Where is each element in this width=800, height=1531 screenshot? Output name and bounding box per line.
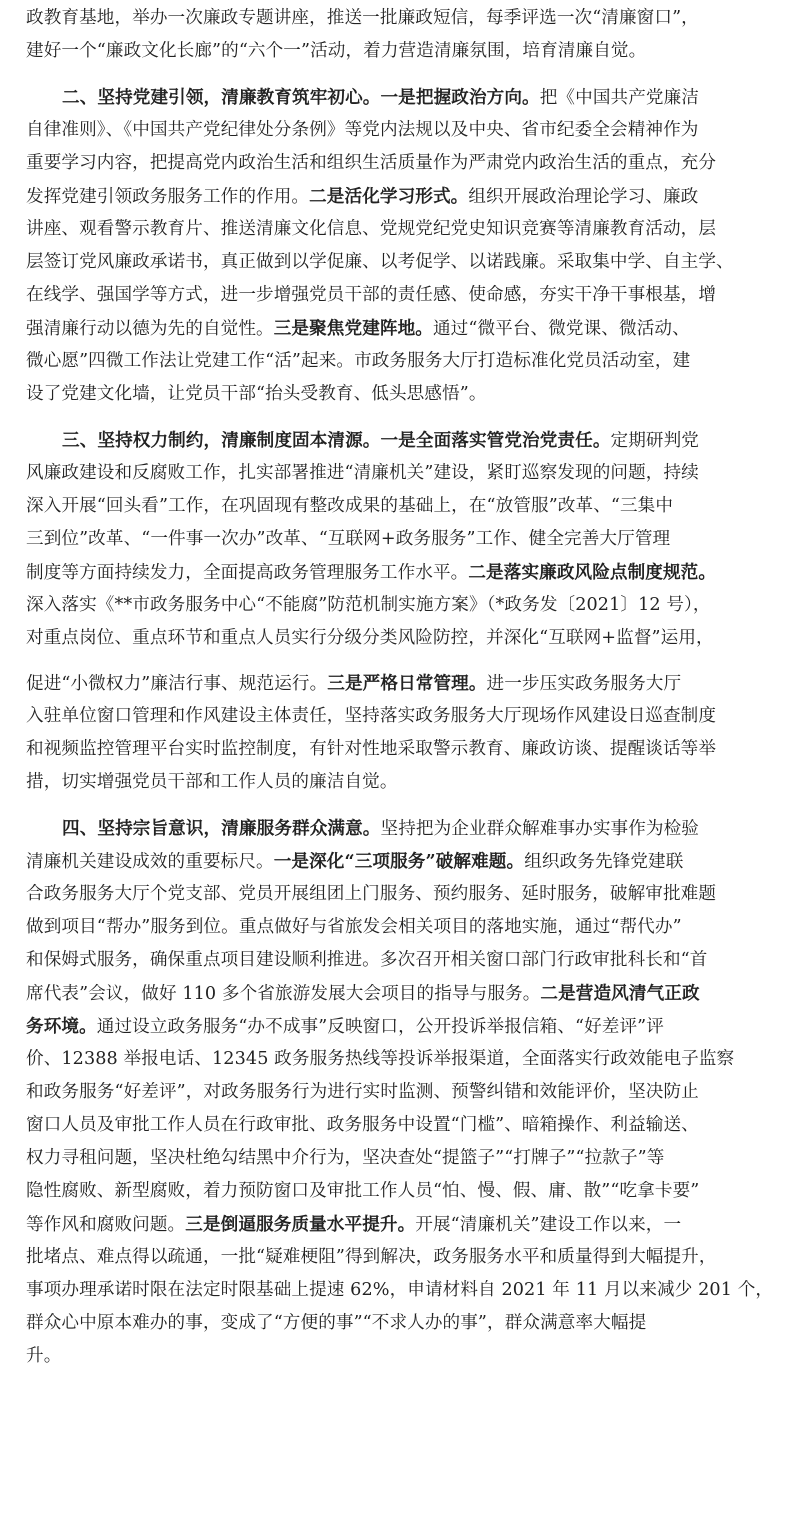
- text-run: 开展“清廉机关”建设工作以来，一: [415, 1215, 682, 1235]
- text-run: 发挥党建引领政务服务工作的作用。: [26, 187, 310, 207]
- text-run: 升。: [26, 1346, 62, 1366]
- bold-heading-run: 三是聚焦党建阵地。: [273, 318, 433, 339]
- text-line: [26, 944, 786, 977]
- text-run: 深入落实《**市政务服务中心“不能腐”防范机制实施方案》（*政务发〔2021〕12 号），: [26, 595, 711, 615]
- text-line: [26, 1307, 786, 1340]
- text-run: 三到位”改革、“一件事一次办”改革、“互联网+政务服务”工作、健全完善大厅管理: [26, 529, 671, 549]
- text-run: 通过设立政务服务“办不成事”反映窗口，公开投诉举报信箱、“好差评”评: [96, 1017, 664, 1037]
- text-run: 隐性腐败、新型腐败，着力预防窗口及审批工作人员“怕、慢、假、庸、散”“吃拿卡要”: [26, 1181, 700, 1201]
- bold-heading-run: 一是深化“三项服务”破解难题。: [273, 851, 525, 872]
- text-line: [26, 1175, 786, 1208]
- text-line: [26, 457, 786, 490]
- text-run: 事项办理承诺时限在法定时限基础上提速 62%，申请材料自 2021 年 11 月以来减少 201 个，: [26, 1280, 774, 1300]
- text-line: [26, 279, 786, 312]
- text-line: [26, 845, 786, 879]
- text-run: 制度等方面持续发力，全面提高政务管理服务工作水平。: [26, 563, 469, 583]
- bold-heading-run: 三、坚持权力制约，清廉制度固本清源。一是全面落实管党治党责任。: [62, 430, 611, 451]
- text-run: 深入开展“回头看”工作，在巩固现有整改成果的基础上，在“放管服”改革、“三集中: [26, 496, 674, 516]
- text-run: 和政务服务“好差评”，对政务服务行为进行实时监测、预警纠错和效能评价，坚决防止: [26, 1082, 699, 1102]
- text-run: 入驻单位窗口管理和作风建设主体责任，坚持落实政务服务大厅现场作风建设日巡查制度: [26, 706, 717, 726]
- bold-heading-run: 二是营造风清气正政: [540, 983, 700, 1004]
- text-run: 清廉机关建设成效的重要标尺。: [26, 852, 274, 872]
- text-run: 定期研判党: [610, 431, 699, 451]
- text-line: [26, 1043, 786, 1076]
- text-line: [62, 81, 786, 115]
- text-run: 建好一个“廉政文化长廊”的“六个一”活动，着力营造清廉氛围，培育清廉自觉。: [26, 41, 647, 61]
- text-run: 对重点岗位、重点环节和重点人员实行分级分类风险防控，并深化“互联网+监督”运用，: [26, 628, 714, 648]
- text-run: 微心愿”四微工作法让党建工作“活”起来。市政务服务大厅打造标准化党员活动室，建: [26, 351, 691, 371]
- text-run: 群众心中原本难办的事，变成了“方便的事”“不求人办的事”，群众满意率大幅提: [26, 1313, 647, 1333]
- text-run: 席代表”会议，做好 110 多个省旅游发展大会项目的指导与服务。: [26, 984, 541, 1004]
- text-run: 风廉政建设和反腐败工作，扎实部署推进“清廉机关”建设，紧盯巡察发现的问题，持续: [26, 463, 699, 483]
- text-run: 通过“微平台、微党课、微活动、: [432, 319, 690, 339]
- text-line: [26, 556, 786, 590]
- text-line: [26, 1142, 786, 1175]
- text-line: [26, 35, 786, 68]
- text-line: [26, 700, 786, 733]
- text-line: [26, 733, 786, 766]
- text-line: [26, 312, 786, 346]
- text-line: [26, 1076, 786, 1109]
- text-run: 促进“小微权力”廉洁行事、规范运行。: [26, 674, 328, 694]
- text-line: [26, 2, 786, 35]
- text-line: [62, 812, 786, 846]
- text-run: 和视频监控管理平台实时监控制度，有针对性地采取警示教育、廉政访谈、提醒谈话等举: [26, 739, 717, 759]
- text-run: 设了党建文化墙，让党员干部“抬头受教育、低头思感悟”。: [26, 384, 487, 404]
- text-line: [26, 1208, 786, 1242]
- text-run: 坚持把为企业群众解难事办实事作为检验: [380, 819, 699, 839]
- text-line: [26, 1340, 786, 1373]
- text-line: [26, 911, 786, 944]
- text-line: [26, 622, 786, 655]
- text-run: 和保姆式服务，确保重点项目建设顺利推进。多次召开相关窗口部门行政审批科长和“首: [26, 950, 708, 970]
- text-line: [26, 1109, 786, 1142]
- bold-heading-run: 二是落实廉政风险点制度规范。: [468, 562, 717, 583]
- text-line: [26, 378, 786, 411]
- bold-heading-run: 二、坚持党建引领，清廉教育筑牢初心。一是把握政治方向。: [62, 87, 540, 108]
- text-run: 把《中国共产党廉洁: [539, 88, 699, 108]
- text-run: 价、12388 举报电话、12345 政务服务热线等投诉举报渠道，全面落实行政效能电子监察: [26, 1049, 735, 1069]
- text-line: [26, 213, 786, 246]
- text-line: [26, 1274, 786, 1307]
- text-run: 讲座、观看警示教育片、推送清廉文化信息、党规党纪党史知识竞赛等清廉教育活动，层: [26, 219, 717, 239]
- text-line: [26, 345, 786, 378]
- text-line: [26, 667, 786, 701]
- text-run: 重要学习内容，把提高党内政治生活和组织生活质量作为严肃党内政治生活的重点，充分: [26, 153, 717, 173]
- text-run: 层签订党风廉政承诺书，真正做到以学促廉、以考促学、以诺践廉。采取集中学、自主学、: [26, 252, 734, 272]
- text-run: 自律准则》、《中国共产党纪律处分条例》等党内法规以及中央、省市纪委全会精神作为: [26, 120, 699, 140]
- text-line: [26, 1241, 786, 1274]
- text-run: 权力寻租问题，坚决杜绝勾结黑中介行为，坚决查处“提篮子”“打牌子”“拉款子”等: [26, 1148, 665, 1168]
- text-run: 政教育基地，举办一次廉政专题讲座，推送一批廉政短信，每季评选一次“清廉窗口”，: [26, 8, 699, 28]
- text-run: 合政务服务大厅个党支部、党员开展组团上门服务、预约服务、延时服务，破解审批难题: [26, 884, 717, 904]
- text-line: [26, 1010, 786, 1044]
- text-run: 组织开展政治理论学习、廉政: [468, 187, 699, 207]
- text-run: 做到项目“帮办”服务到位。重点做好与省旅发会相关项目的落地实施，通过“帮代办”: [26, 917, 682, 937]
- bold-heading-run: 三是倒逼服务质量水平提升。: [185, 1214, 416, 1235]
- text-line: [26, 147, 786, 180]
- text-line: [26, 490, 786, 523]
- text-line: [26, 878, 786, 911]
- text-line: [26, 114, 786, 147]
- text-line: [26, 180, 786, 214]
- text-line: [26, 766, 786, 799]
- text-line: [26, 589, 786, 622]
- bold-heading-run: 务环境。: [26, 1016, 97, 1037]
- bold-heading-run: 二是活化学习形式。: [309, 186, 469, 207]
- bold-heading-run: 四、坚持宗旨意识，清廉服务群众满意。: [62, 818, 381, 839]
- text-run: 组织政务先锋党建联: [524, 852, 684, 872]
- text-line: [62, 424, 786, 458]
- text-run: 进一步压实政务服务大厅: [486, 674, 682, 694]
- text-run: 等作风和腐败问题。: [26, 1215, 186, 1235]
- text-line: [26, 246, 786, 279]
- text-run: 批堵点、难点得以疏通，一批“疑难梗阻”得到解决，政务服务水平和质量得到大幅提升，: [26, 1247, 717, 1267]
- bold-heading-run: 三是严格日常管理。: [327, 673, 487, 694]
- text-run: 在线学、强国学等方式，进一步增强党员干部的责任感、使命感，夯实干净干事根基，增: [26, 285, 717, 305]
- text-run: 窗口人员及审批工作人员在行政审批、政务服务中设置“门槛”、暗箱操作、利益输送、: [26, 1115, 699, 1135]
- text-run: 强清廉行动以德为先的自觉性。: [26, 319, 274, 339]
- text-line: [26, 523, 786, 556]
- text-run: 措，切实增强党员干部和工作人员的廉洁自觉。: [26, 772, 398, 792]
- text-line: [26, 977, 786, 1011]
